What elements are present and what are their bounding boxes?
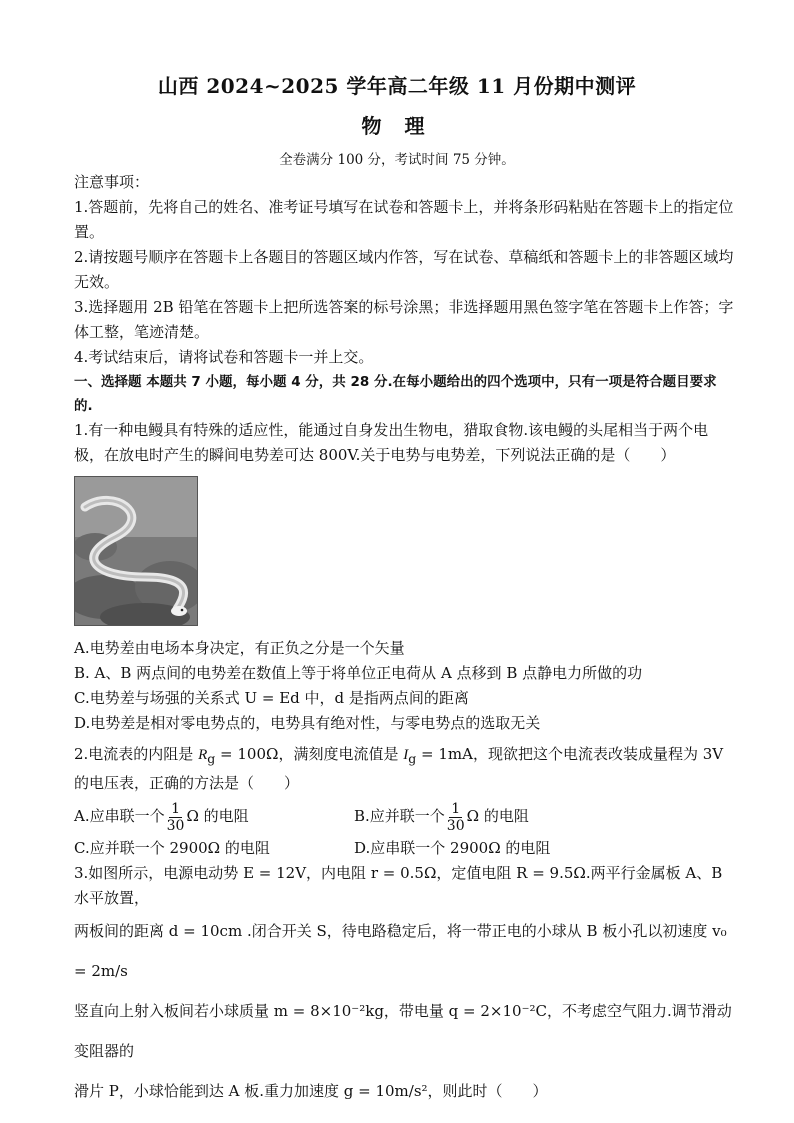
question-2-option-a: A.应串联一个 $\frac{1}{30}$ Ω 的电阻 <box>74 800 249 834</box>
question-1-option-a: A.电势差由电场本身决定，有正负之分是一个矢量 <box>74 639 405 657</box>
fraction: $\frac{1}{30}$ <box>446 800 465 834</box>
question-3-line-3: 竖直向上射入板间若小球质量 m = 8×10⁻²kg，带电量 q = 2×10⁻²C，不考虑空气阻力.调节滑动变阻器的 <box>74 1002 732 1060</box>
rg-symbol: R <box>198 747 208 763</box>
electric-eel-photo <box>74 476 198 626</box>
question-2-option-d: D.应串联一个 2900Ω 的电阻 <box>354 839 551 857</box>
exam-info: 全卷满分 100 分，考试时间 75 分钟。 <box>279 152 515 168</box>
question-2-options-row-1 <box>74 796 734 836</box>
subject-title: 物 理 <box>361 114 433 138</box>
question-1-stem: 1.有一种电鳗具有特殊的适应性，能通过自身发出生物电，猎取食物.该电鳗的头尾相当于两个电极，在放电时产生的瞬间电势差可达 800V.关于电势与电势差，下列说法正确的是（ ） <box>74 421 709 464</box>
question-3-line-4: 滑片 P，小球恰能到达 A 板.重力加速度 g = 10m/s²，则此时（ ） <box>74 1082 548 1100</box>
question-2-option-b: B.应并联一个 $\frac{1}{30}$ Ω 的电阻 <box>354 800 529 834</box>
question-1-option-c: C.电势差与场强的关系式 U = Ed 中，d 是指两点间的距离 <box>74 689 469 707</box>
question-2-stem: 2.电流表的内阻是 $R_g = 100\Omega$，满刻度电流值是 $I_g = 1mA$，现欲把这个电流表改装成量程为 3V 的电压表，正确的方法是（ ） <box>74 745 724 792</box>
question-1-option-d: D.电势差是相对零电势点的，电势具有绝对性，与零电势点的选取无关 <box>74 714 541 732</box>
question-1-option-b: B. A、B 两点间的电势差在数值上等于将单位正电荷从 A 点移到 B 点静电力所做的功 <box>74 664 643 682</box>
fraction: $\frac{1}{30}$ <box>166 800 185 834</box>
question-2-option-c: C.应并联一个 2900Ω 的电阻 <box>74 839 270 857</box>
question-3-line-1: 3.如图所示，电源电动势 E = 12V，内电阻 r = 0.5Ω，定值电阻 R = 9.5Ω.两平行金属板 A、B 水平放置， <box>74 864 723 907</box>
note-item-3: 3.选择题用 2B 铅笔在答题卡上把所选答案的标号涂黑；非选择题用黑色签字笔在答题卡上作答；字体工整，笔迹清楚。 <box>74 298 734 341</box>
question-3-line-2: 两板间的距离 d = 10cm .闭合开关 S，待电路稳定后，将一带正电的小球从 B 板小孔以初速度 v₀ = 2m/s <box>74 922 727 980</box>
section-heading: 一、选择题 本题共 7 小题，每小题 4 分，共 28 分.在每小题给出的四个选项中，只有一项是符合题目要求的. <box>74 374 717 414</box>
note-item-2: 2.请按题号顺序在答题卡上各题目的答题区域内作答，写在试卷、草稿纸和答题卡上的非答题区域均无效。 <box>74 248 734 291</box>
note-item-1: 1.答题前，先将自己的姓名、准考证号填写在试卷和答题卡上，并将条形码粘贴在答题卡上的指定位置。 <box>74 198 734 241</box>
exam-title: 山西 2024~2025 学年高二年级 11 月份期中测评 <box>157 74 637 98</box>
question-2-options-row-2 <box>74 836 734 861</box>
notes-heading: 注意事项： <box>74 173 150 191</box>
ig-symbol: I <box>403 747 409 763</box>
exam-content <box>74 170 734 1111</box>
eel-image-drawing <box>75 477 197 625</box>
note-item-4: 4.考试结束后，请将试卷和答题卡一并上交。 <box>74 348 374 366</box>
